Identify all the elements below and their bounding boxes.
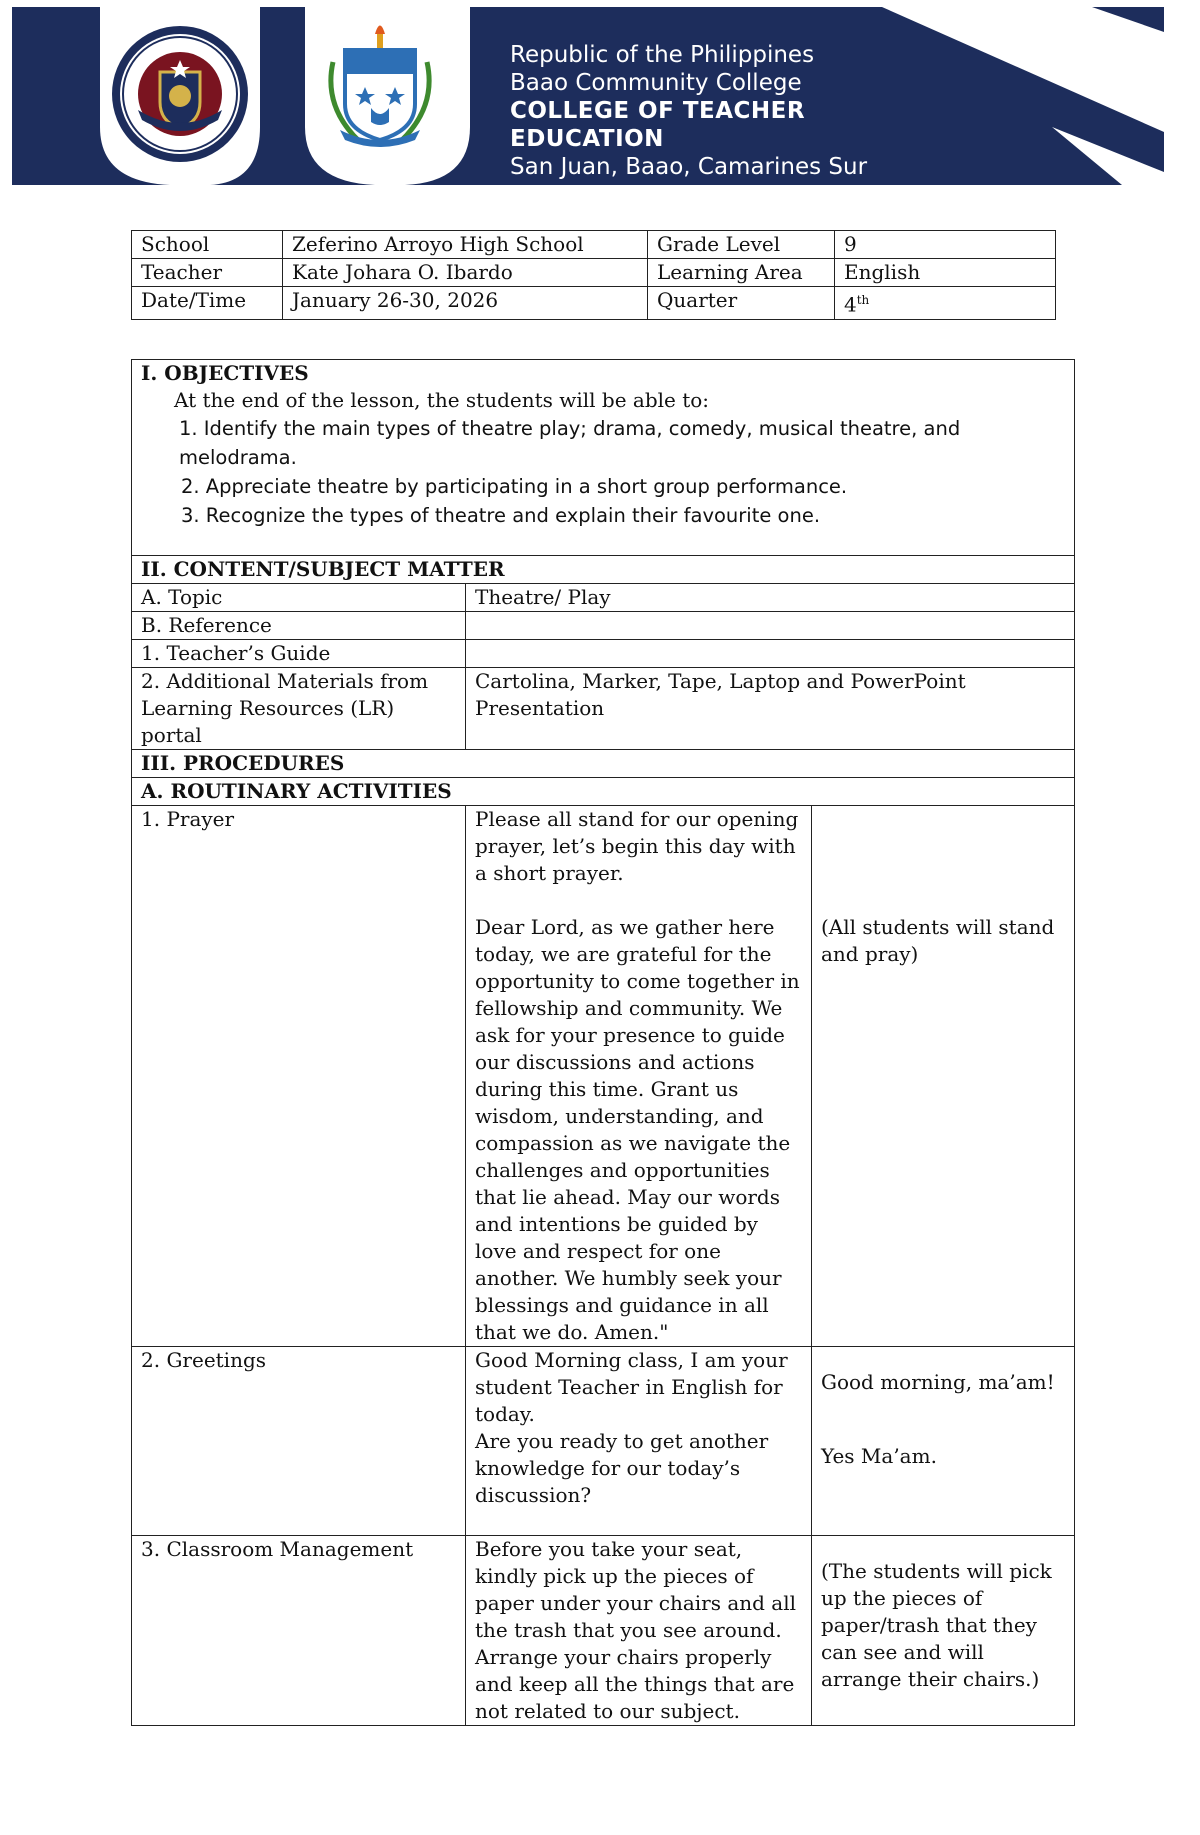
lesson-plan-table (131, 359, 1075, 1726)
greetings-student-line2: Yes Ma’am. (821, 1444, 937, 1468)
classroom-management-row (132, 1536, 1075, 1726)
classroom-management-student (812, 1536, 1075, 1726)
quarter-number: 4 (844, 292, 857, 317)
procedures-title: III. PROCEDURES (132, 750, 1075, 778)
school-label: School (132, 231, 283, 259)
greetings-student-line1: Good morning, ma’am! (821, 1370, 1055, 1394)
teachers-guide-label: 1. Teacher’s Guide (132, 640, 466, 668)
header-republic: Republic of the Philippines (510, 42, 815, 68)
prayer-teacher (466, 806, 812, 1347)
info-row (132, 287, 1056, 320)
teachers-guide-value (466, 640, 1075, 668)
quarter-label: Quarter (648, 287, 835, 320)
topic-label: A. Topic (132, 584, 466, 612)
topic-value: Theatre/ Play (466, 584, 1075, 612)
objectives-title: I. OBJECTIVES (141, 361, 309, 385)
reference-row (132, 612, 1075, 640)
header-department-line2: EDUCATION (510, 126, 664, 152)
info-row (132, 259, 1056, 287)
greetings-teacher-line1: Good Morning class, I am your student Teacher in English for today. (475, 1348, 788, 1426)
greetings-teacher (466, 1347, 812, 1536)
lesson-info-table (131, 230, 1056, 320)
classroom-management-teacher: Before you take your seat, kindly pick up the pieces of paper under your chairs and all the trash that you see around. Arrange your chairs properly and keep all the things that are not related to our subject. (466, 1536, 812, 1726)
greetings-label: 2. Greetings (132, 1347, 466, 1536)
prayer-teacher-intro: Please all stand for our opening prayer, let’s begin this day with a short prayer. (475, 807, 799, 885)
prayer-student (812, 806, 1075, 1347)
classroom-student-text: (The students will pick up the pieces of paper/trash that they can see and will arrange their chairs.) (821, 1559, 1052, 1691)
teachers-guide-row (132, 640, 1075, 668)
classroom-management-label: 3. Classroom Management (132, 1536, 466, 1726)
quarter-value (835, 287, 1056, 320)
header-banner (12, 7, 1164, 185)
greetings-teacher-line2: Are you ready to get another knowledge for our today’s discussion? (475, 1429, 769, 1507)
grade-label: Grade Level (648, 231, 835, 259)
objectives-row (132, 360, 1075, 556)
objective-item: 2. Appreciate theatre by participating in a short group performance. (181, 475, 848, 498)
routinary-title-row (132, 778, 1075, 806)
prayer-student-text: (All students will stand and pray) (821, 915, 1055, 966)
learning-area-value: English (835, 259, 1056, 287)
paragraph-gap (475, 887, 802, 914)
materials-value: Cartolina, Marker, Tape, Laptop and PowerPoint Presentation (466, 668, 1075, 750)
content-title-row (132, 556, 1075, 584)
prayer-row (132, 806, 1075, 1347)
objective-item: 1. Identify the main types of theatre play; drama, comedy, musical theatre, and melodrama. (179, 417, 961, 469)
header-department-line1: COLLEGE OF TEACHER (510, 98, 806, 124)
greetings-row (132, 1347, 1075, 1536)
learning-area-label: Learning Area (648, 259, 835, 287)
objectives-cell (132, 360, 1075, 556)
reference-value (466, 612, 1075, 640)
procedures-title-row (132, 750, 1075, 778)
greetings-student (812, 1347, 1075, 1536)
college-of-education-logo-icon (315, 12, 445, 152)
baao-community-college-seal-icon (110, 24, 250, 164)
objectives-intro: At the end of the lesson, the students will be able to: (174, 388, 710, 412)
materials-row (132, 668, 1075, 750)
school-value: Zeferino Arroyo High School (283, 231, 648, 259)
prayer-teacher-text: Dear Lord, as we gather here today, we are grateful for the opportunity to come together in fellowship and community. We ask for your presence to guide our discussions and actions during this time. Grant us wisdom, understanding, and compassion as we navigate the challenges and opportunities that lie ahead. May our words and intentions be guided by love and respect for one another. We humbly seek your blessings and guidance in all that we do. Amen." (475, 915, 800, 1344)
objectives-list (141, 414, 1065, 530)
topic-row (132, 584, 1075, 612)
grade-value: 9 (835, 231, 1056, 259)
objective-item: 3. Recognize the types of theatre and explain their favourite one. (181, 504, 821, 527)
date-value: January 26-30, 2026 (283, 287, 648, 320)
teacher-label: Teacher (132, 259, 283, 287)
teacher-value: Kate Johara O. Ibardo (283, 259, 648, 287)
content-title: II. CONTENT/SUBJECT MATTER (132, 556, 1075, 584)
materials-label: 2. Additional Materials from Learning Resources (LR) portal (132, 668, 466, 750)
routinary-title: A. ROUTINARY ACTIVITIES (132, 778, 1075, 806)
date-label: Date/Time (132, 287, 283, 320)
header-college-name: Baao Community College (510, 70, 802, 96)
prayer-label: 1. Prayer (132, 806, 466, 1347)
header-address: San Juan, Baao, Camarines Sur (510, 154, 868, 180)
reference-label: B. Reference (132, 612, 466, 640)
header-text (510, 41, 867, 181)
info-row (132, 231, 1056, 259)
quarter-suffix: th (856, 293, 870, 307)
